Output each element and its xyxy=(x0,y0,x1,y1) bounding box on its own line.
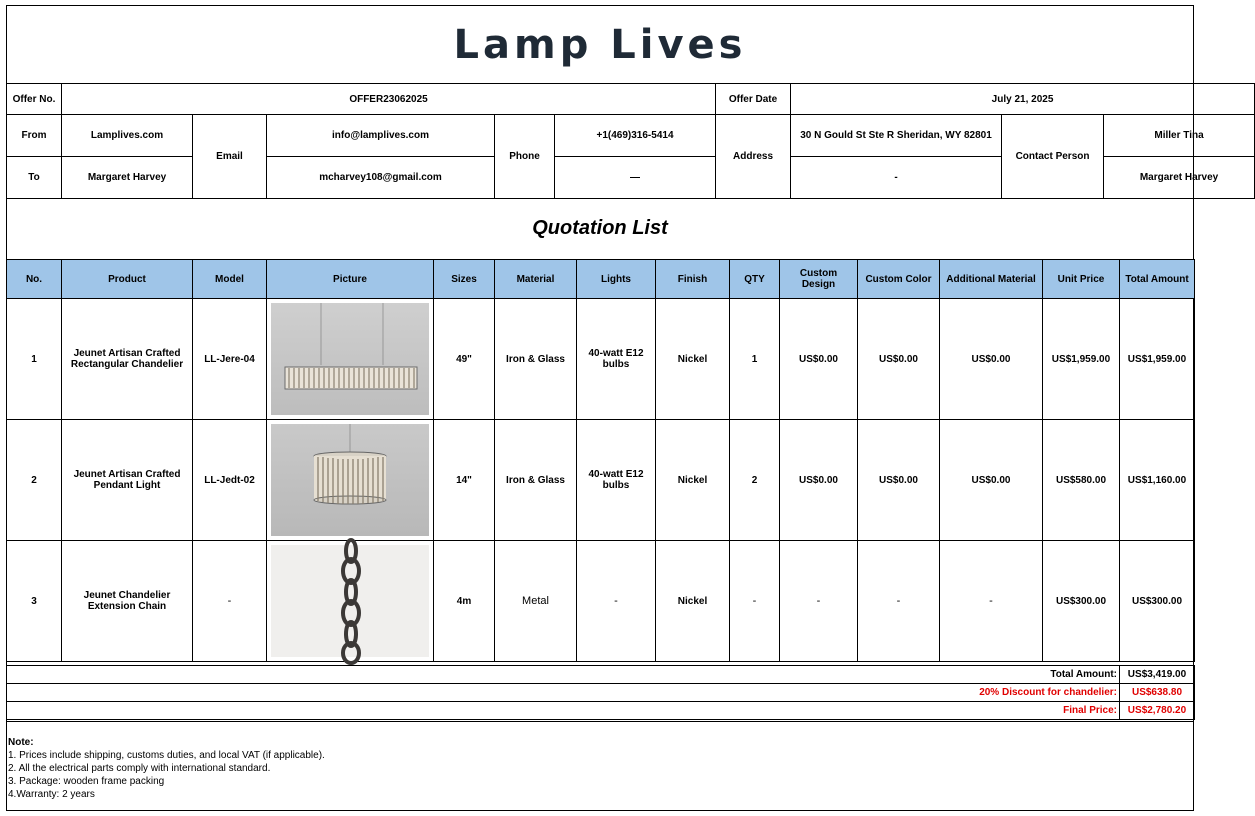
note-line: 3. Package: wooden frame packing xyxy=(8,776,165,787)
col-lights: Lights xyxy=(577,260,656,299)
col-additional-material: Additional Material xyxy=(940,260,1043,299)
from-email: info@lamplives.com xyxy=(267,115,495,157)
col-no: No. xyxy=(7,260,62,299)
chandelier-photo xyxy=(271,303,429,415)
row-picture-cell xyxy=(267,420,434,541)
to-phone: — xyxy=(555,157,716,199)
row-no: 3 xyxy=(7,541,62,662)
row-lights: 40-watt E12 bulbs xyxy=(577,420,656,541)
total-amount-label: Total Amount: xyxy=(7,666,1120,684)
row-additional-material: US$0.00 xyxy=(940,420,1043,541)
row-custom-color: US$0.00 xyxy=(858,299,940,420)
note-line: 4.Warranty: 2 years xyxy=(8,789,95,800)
address-label: Address xyxy=(716,115,791,199)
col-finish: Finish xyxy=(656,260,730,299)
row-custom-design: US$0.00 xyxy=(780,420,858,541)
discount-label: 20% Discount for chandelier: xyxy=(7,684,1120,702)
notes-heading: Note: xyxy=(8,737,34,748)
row-product: Jeunet Chandelier Extension Chain xyxy=(62,541,193,662)
table-row xyxy=(7,541,1195,662)
row-model: LL-Jere-04 xyxy=(193,299,267,420)
row-product: Jeunet Artisan Crafted Rectangular Chandelier xyxy=(62,299,193,420)
from-contact: Miller Tina xyxy=(1104,115,1255,157)
offer-no-label: Offer No. xyxy=(7,84,62,115)
row-qty: 1 xyxy=(730,299,780,420)
col-total-amount: Total Amount xyxy=(1120,260,1195,299)
phone-label: Phone xyxy=(495,115,555,199)
row-unit-price: US$1,959.00 xyxy=(1043,299,1120,420)
row-finish: Nickel xyxy=(656,420,730,541)
extension-chain-photo xyxy=(271,545,429,657)
from-label: From xyxy=(7,115,62,157)
row-lights: 40-watt E12 bulbs xyxy=(577,299,656,420)
offer-info-table xyxy=(6,83,1255,199)
offer-date-value: July 21, 2025 xyxy=(791,84,1255,115)
row-model: LL-Jedt-02 xyxy=(193,420,267,541)
note-line: 2. All the electrical parts comply with international standard. xyxy=(8,763,271,774)
col-picture: Picture xyxy=(267,260,434,299)
row-picture-cell xyxy=(267,541,434,662)
row-size: 14" xyxy=(434,420,495,541)
from-phone: +1(469)316-5414 xyxy=(555,115,716,157)
row-model: - xyxy=(193,541,267,662)
row-material: Iron & Glass xyxy=(495,420,577,541)
row-additional-material: - xyxy=(940,541,1043,662)
row-total: US$1,160.00 xyxy=(1120,420,1195,541)
quotation-sheet xyxy=(6,5,1219,811)
row-total: US$300.00 xyxy=(1120,541,1195,662)
notes-section xyxy=(7,721,1193,811)
note-line: 1. Prices include shipping, customs duties, and local VAT (if applicable). xyxy=(8,750,325,761)
to-address: - xyxy=(791,157,1002,199)
from-address: 30 N Gould St Ste R Sheridan, WY 82801 xyxy=(791,115,1002,157)
to-email: mcharvey108@gmail.com xyxy=(267,157,495,199)
row-size: 49" xyxy=(434,299,495,420)
row-finish: Nickel xyxy=(656,541,730,662)
col-qty: QTY xyxy=(730,260,780,299)
col-custom-color: Custom Color xyxy=(858,260,940,299)
row-additional-material: US$0.00 xyxy=(940,299,1043,420)
row-size: 4m xyxy=(434,541,495,662)
brand-title: Lamp Lives xyxy=(453,22,747,68)
col-sizes: Sizes xyxy=(434,260,495,299)
row-custom-color: - xyxy=(858,541,940,662)
email-label: Email xyxy=(193,115,267,199)
row-custom-design: - xyxy=(780,541,858,662)
discount-value: US$638.80 xyxy=(1120,684,1195,702)
row-no: 1 xyxy=(7,299,62,420)
col-model: Model xyxy=(193,260,267,299)
row-qty: - xyxy=(730,541,780,662)
total-amount-value: US$3,419.00 xyxy=(1120,666,1195,684)
row-custom-design: US$0.00 xyxy=(780,299,858,420)
row-product: Jeunet Artisan Crafted Pendant Light xyxy=(62,420,193,541)
row-material: Metal xyxy=(495,541,577,662)
final-price-value: US$2,780.20 xyxy=(1120,702,1195,720)
row-qty: 2 xyxy=(730,420,780,541)
offer-date-label: Offer Date xyxy=(716,84,791,115)
to-contact: Margaret Harvey xyxy=(1104,157,1255,199)
to-value: Margaret Harvey xyxy=(62,157,193,199)
row-no: 2 xyxy=(7,420,62,541)
quotation-table xyxy=(6,259,1195,662)
pendant-light-photo xyxy=(271,424,429,536)
final-price-label: Final Price: xyxy=(7,702,1120,720)
totals-table xyxy=(6,665,1195,720)
row-material: Iron & Glass xyxy=(495,299,577,420)
col-custom-design: Custom Design xyxy=(780,260,858,299)
table-row xyxy=(7,299,1195,420)
offer-no-value: OFFER23062025 xyxy=(62,84,716,115)
row-finish: Nickel xyxy=(656,299,730,420)
col-product: Product xyxy=(62,260,193,299)
row-total: US$1,959.00 xyxy=(1120,299,1195,420)
row-lights: - xyxy=(577,541,656,662)
row-unit-price: US$300.00 xyxy=(1043,541,1120,662)
row-unit-price: US$580.00 xyxy=(1043,420,1120,541)
from-value: Lamplives.com xyxy=(62,115,193,157)
col-material: Material xyxy=(495,260,577,299)
table-row xyxy=(7,420,1195,541)
col-unit-price: Unit Price xyxy=(1043,260,1120,299)
row-custom-color: US$0.00 xyxy=(858,420,940,541)
contact-person-label: Contact Person xyxy=(1002,115,1104,199)
row-picture-cell xyxy=(267,299,434,420)
quotation-title: Quotation List xyxy=(532,216,668,239)
to-label: To xyxy=(7,157,62,199)
